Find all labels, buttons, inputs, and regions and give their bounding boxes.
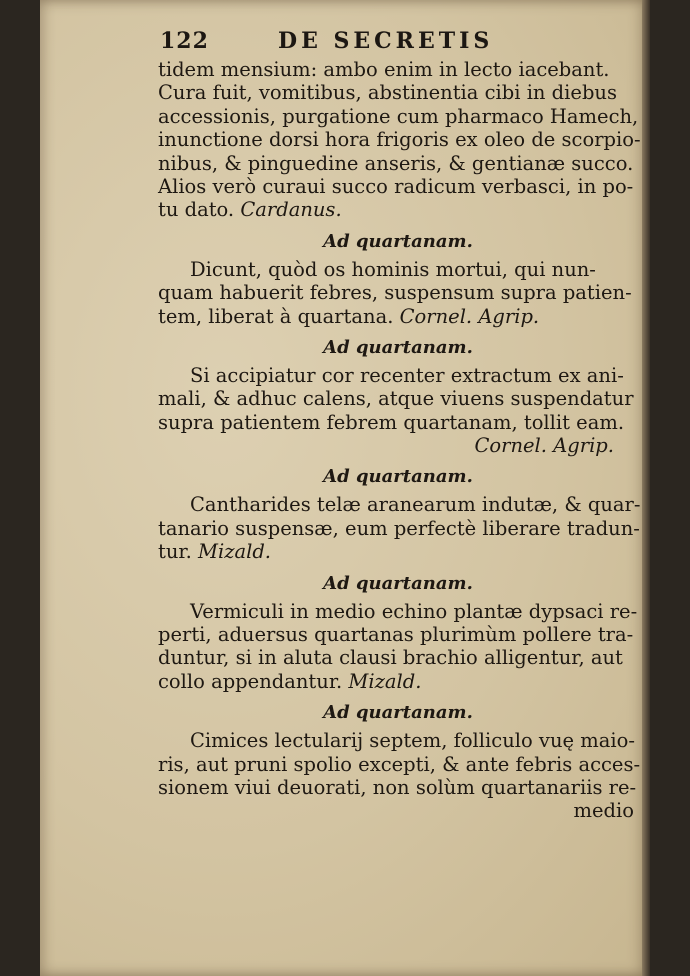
page-gutter [642, 0, 650, 976]
text-line: supra patientem febrem quartanam, tollit eam. [158, 410, 625, 434]
section-heading: Ad quartanam. [323, 466, 473, 488]
text-line: nibus, & pinguedine anseris, & gentianæ succo. [158, 151, 634, 175]
text-line: perti, aduersus quartanas plurimùm pollere tra- [158, 623, 634, 647]
text-line: inunctione dorsi hora frigoris ex oleo de scorpio- [158, 128, 641, 152]
text-line: tanario suspensæ, eum perfectè liberare tradun- [158, 516, 640, 540]
citation: Mizald. [197, 540, 272, 564]
text-line: ris, aut pruni spolio excepti, & ante febris acces- [158, 752, 641, 776]
text-line: Vermiculi in medio echino plantæ dypsaci re- [190, 599, 638, 623]
citation: Cornel. Agrip. [399, 304, 540, 328]
page-body [158, 58, 641, 823]
running-head: DE SECRETIS [278, 28, 494, 54]
catchword: medio [573, 799, 634, 823]
text-line: accessionis, purgatione cum pharmaco Hamech, [158, 104, 639, 128]
text-line: Cura fuit, vomitibus, abstinentia cibi in diebus [158, 81, 617, 105]
book-page [40, 0, 650, 976]
section-heading: Ad quartanam. [323, 702, 473, 724]
text-fragment: tu dato. [158, 198, 235, 222]
text-line: sionem viui deuorati, non solùm quartanariis re- [158, 775, 637, 799]
page-header [160, 28, 610, 58]
text-line: Si accipiatur cor recenter extractum ex ani- [190, 363, 624, 387]
text-line: tidem mensium: ambo enim in lecto iacebant. [158, 58, 610, 81]
text-fragment: tur. [158, 540, 192, 564]
text-fragment: collo appendantur. [158, 669, 343, 693]
citation: Cardanus. [240, 198, 342, 222]
text-line [158, 198, 638, 221]
citation: Mizald. [348, 669, 422, 693]
text-line [158, 305, 638, 328]
page-number: 122 [160, 28, 209, 54]
text-line: mali, & adhuc calens, atque viuens suspendatur [158, 387, 634, 411]
text-fragment: tem, liberat à quartana. [158, 304, 394, 328]
text-line: quam habuerit febres, suspensum supra patien- [158, 281, 632, 305]
text-line: Cantharides telæ aranearum indutæ, & quar- [190, 493, 641, 517]
text-line: Dicunt, quòd os hominis mortui, qui nun- [190, 257, 596, 281]
text-line [158, 670, 638, 693]
text-line: Alios verò curaui succo radicum verbasci, in po- [158, 174, 634, 198]
text-line: duntur, si in aluta clausi brachio alligentur, aut [158, 646, 623, 670]
section-heading: Ad quartanam. [323, 230, 473, 252]
text-line: Cimices lectularij septem, folliculo vuę maio- [190, 729, 635, 753]
section-heading: Ad quartanam. [323, 572, 473, 594]
section-heading: Ad quartanam. [323, 336, 473, 358]
text-line [158, 540, 638, 563]
citation: Cornel. Agrip. [474, 434, 614, 458]
